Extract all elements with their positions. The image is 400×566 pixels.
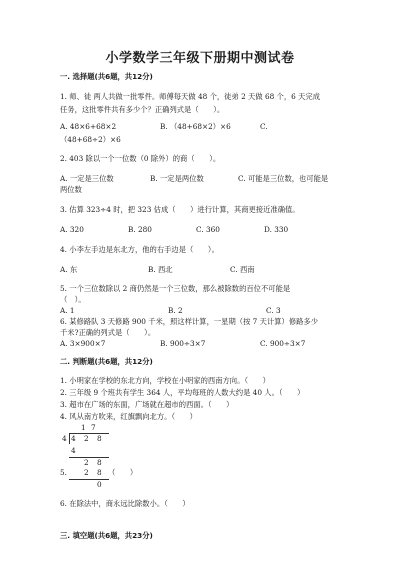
remainder-digit-2: 8 <box>97 458 102 467</box>
q1-option-a: A. 48×6+68×2 <box>60 122 117 131</box>
judge-item-6: 6. 在除法中，商永远比除数小。（ ） <box>60 499 190 508</box>
q2-option-c-cont: 两位数 <box>60 185 82 194</box>
q3-option-c: C. 360 <box>196 225 220 234</box>
q3-option-a: A. 320 <box>60 225 84 234</box>
q5-option-b: B. 2 <box>168 306 183 315</box>
q3-option-b: B. 280 <box>128 225 152 234</box>
q6-option-a: A. 3×900×7 <box>60 339 106 348</box>
q3-option-d: D. 330 <box>264 225 289 234</box>
q1-option-c-cont: （48+68÷2）×6 <box>60 135 121 144</box>
quotient-digit-1: 1 <box>81 423 86 432</box>
q4-stem: 4. 小李左手边是东北方，他的右手边是（ ）。 <box>60 245 219 254</box>
subtract-1: 4 <box>71 446 76 455</box>
q6-option-c: C. 900÷3×7 <box>260 339 306 348</box>
q5-stem-line1: 5. 一个三位数除以 2 商仍然是一个三位数，那么被除数的百位不可能是 <box>60 284 291 293</box>
section-fill-heading: 三. 填空题(共6题，共23分) <box>60 531 153 540</box>
q6-stem-line1: 6. 某修路队 3 天修路 900 千米，照这样计算，一星期（按 7 天计算）修路多少 <box>60 317 319 326</box>
section-choice-heading: 一. 选择题(共6题，共12分) <box>60 72 153 81</box>
q4-option-a: A. 东 <box>60 265 78 274</box>
q4-option-b: B. 西北 <box>148 265 173 274</box>
dividend-digit-1: 4 <box>71 434 76 443</box>
q2-option-b: B. 一定是两位数 <box>150 174 204 183</box>
section-judgement-heading: 二. 判断题(共6题，共12分) <box>60 357 153 366</box>
q2-option-a: A. 一定是三位数 <box>60 174 114 183</box>
judge-item-5-label: 5. <box>60 468 67 477</box>
sub-line-2 <box>69 479 109 480</box>
q5-option-a: A. 1 <box>60 306 75 315</box>
judge-item-4: 4. 风从南方吹来，红旗飘向北方。（ ） <box>60 412 197 421</box>
subtract-2-digit-2: 8 <box>97 468 102 477</box>
q4-option-c: C. 西南 <box>230 265 255 274</box>
subtract-2-digit-1: 2 <box>84 468 89 477</box>
divisor: 4 <box>62 434 67 443</box>
final-remainder: 0 <box>97 480 102 489</box>
quotient-digit-2: 7 <box>91 423 96 432</box>
q6-option-b: B. 900÷3×7 <box>160 339 206 348</box>
division-bracket <box>69 433 70 444</box>
dividend-digit-2: 2 <box>84 434 89 443</box>
q5-stem-line2: （ ）。 <box>60 295 86 304</box>
q6-stem-line2: 千米?正确的列式是（ ）。 <box>60 328 156 337</box>
remainder-digit-1: 2 <box>84 458 89 467</box>
sub-line-1 <box>69 457 109 458</box>
judge-item-2: 2. 三年级 9 个班共有学生 364 人，平均每班的人数大约是 40 人。（ ） <box>60 388 305 397</box>
q1-option-b: B. （48+68×2）×6 <box>160 122 231 131</box>
judge-item-5-paren: （ ） <box>108 468 138 477</box>
q5-option-c: C. 3 <box>266 306 281 315</box>
judge-item-3: 3. 超市在广场的东面，广场就在超市的西面。（ ） <box>60 400 234 409</box>
q2-option-c: C. 可能是三位数，也可能是 <box>238 174 329 183</box>
q2-stem: 2. 403 除以一个一位数（0 除外）的商（ ）。 <box>60 154 221 163</box>
q1-option-c: C. <box>260 122 268 131</box>
q1-stem-line1: 1. 师、徒 两人共做一批零件。师傅每天做 48 个，徒弟 2 天做 68 个，6 天完成 <box>60 92 321 101</box>
q3-stem: 3. 估算 323÷4 时，把 323 估成（ ）进行计算，其商更接近准确值。 <box>60 205 300 214</box>
judge-item-1: 1. 小明家在学校的东北方向，学校在小明家的西南方向。（ ） <box>60 376 270 385</box>
page-title: 小学数学三年级下册期中测试卷 <box>105 51 295 66</box>
q1-stem-line2: 任务，这批零件共有多少个？正确列式是（ ）。 <box>60 105 225 114</box>
dividend-digit-3: 8 <box>97 434 102 443</box>
